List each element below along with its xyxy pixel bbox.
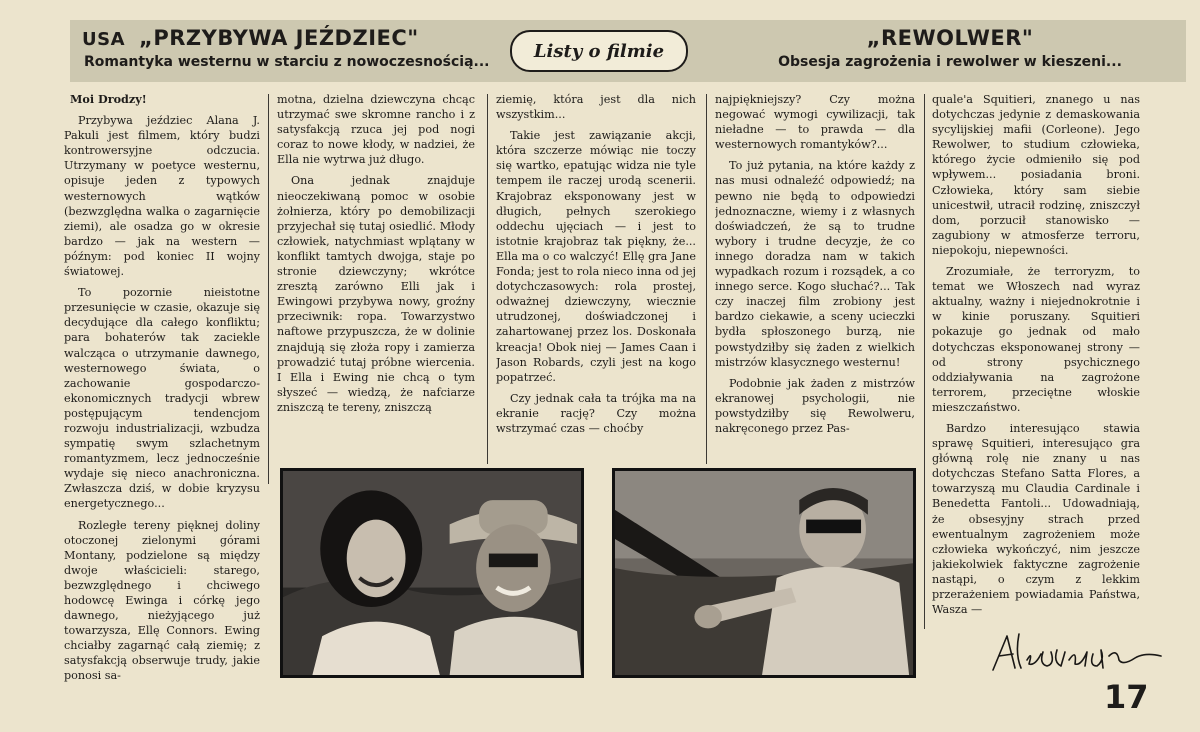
left-heading xyxy=(82,26,490,70)
paragraph: Podobnie jak żaden z mistrzów ekranowej psychologii, nie powstydziłby się Rewolweru, nakręconego przez Pas- xyxy=(715,376,915,435)
paragraph: Czy jednak cała ta trójka ma na ekranie rację? Czy można wstrzymać czas — choćby xyxy=(496,391,696,435)
handwritten-signature-image xyxy=(985,630,1165,676)
signature xyxy=(985,630,1165,676)
text-column-4 xyxy=(715,92,915,462)
text-column-2 xyxy=(277,92,475,462)
paragraph: Ona jednak znajduje nieoczekiwaną pomoc w osobie żołnierza, który po demobilizacji przyjechał się tutaj osiedlić. Młody człowiek, natychmiast wplątany w konflikt tamtych dwojga, staje po stronie dziewczyny; wkrótce zresztą zarówno Elli jak i Ewingowi przybywa nowy, groźny przeciwnik: ropa. Towarzystwo naftowe przypuszcza, że w dolinie znajdują się złoża ropy i zamierza prowadzić tutaj próbne wiercenia. I Ella i Ewing nie chcą o tym słyszeć — wiedzą, że nafciarze zniszczą te tereny, zniszczą xyxy=(277,174,475,414)
left-title: „PRZYBYWA JEŹDZIEC" xyxy=(139,26,419,50)
photo-western-couple xyxy=(280,468,584,678)
paragraph: Takie jest zawiązanie akcji, która szczerze mówiąc nie toczy się wartko, epatując widza nie tyle tempem ile raczej urodą scenerii. Krajobraz eksponowany jest w długich, pełnych szerokiego oddechu ujęciach — i jest to istotnie krajobraz tak piękny, że... Ella ma o co walczyć! Ellę gra Jane Fonda; jest to rola nieco inna od jej dotychczasowych: rola prostej, odważnej dziewczyny, wiecznie utrudzonej, doświadczonej i zahartowanej przez los. Doskonała kreacja! Obok niej — James Caan i Jason Robards, czyli jest na kogo popatrzeć. xyxy=(496,129,696,384)
right-title: „REWOLWER" xyxy=(866,26,1034,50)
paragraph: To pozornie nieistotne przesunięcie w czasie, okazuje się decydujące dla całego konfliktu; para bohaterów tak zaciekle walcząca o utrzymanie dawnego, westernowego świata, o zachowanie gospodarczo-ekonomicznych tradycji wbrew postępującym tendencjom rozwoju industrializacji, wzbudza sympatię swym szlachetnym romantyzmem, lecz jednocześnie wydaje się nieco anachroniczna. Zwłaszcza dziś, w dobie kryzysu energetycznego... xyxy=(64,286,260,511)
photo-western-couple-image xyxy=(283,471,581,675)
country-label: USA xyxy=(82,29,126,50)
paragraph: najpiękniejszy? Czy można negować wymogi cywilizacji, tak nieładne — to prawda — dla westernowych romantyków?... xyxy=(715,93,915,152)
column-divider xyxy=(706,94,707,464)
paragraph: Przybywa jeździec Alana J. Pakuli jest filmem, który budzi kontrowersyjne odczucia. Utrzymany w poetyce westernu, opisuje jeden z typowych westernowych wątków (bezwzględna walka o zagarnięcie ziemi), ale osadza go w okresie bardzo — jak na western — późnym: pod koniec II wojny światowej. xyxy=(64,114,260,279)
paragraph: To już pytania, na które każdy z nas musi odnaleźć odpowiedź; na pewno nie będą to odpowiedzi jednoznaczne, wiemy i z własnych doświadczeń, że są to trudne wybory i trudne decyzje, że co innego doradza nam w takich wypadkach rozum i rozsądek, a co innego serce. Kogo słuchać?... Tak czy inaczej film zrobiony jest bardzo ciekawie, a sceny ucieczki bydła spłoszonego burzą, nie powstydziłby się żaden z wielkich mistrzów klasycznego westernu! xyxy=(715,159,915,369)
paragraph: Rozległe tereny pięknej doliny otoczonej zielonymi górami Montany, podzielone są między dwoje właścicieli: starego, bezwzględnego i chciwego hodowcę Ewinga i córkę jego dawnego, nieżyjącego już towarzysza, Ellę Connors. Ewing chciałby zagarnąć całą ziemię; z satysfakcją obserwuje trudy, jakie ponosi sa- xyxy=(64,518,260,683)
photo-man-with-revolver xyxy=(612,468,916,678)
paragraph: ziemię, która jest dla nich wszystkim... xyxy=(496,93,696,122)
page-number: 17 xyxy=(1104,678,1149,716)
paragraph: Bardzo interesująco stawia sprawę Squitieri, interesująco gra główną rolę nie znany u nas dotychczas Stefano Satta Flores, a towarzyszą mu Claudia Cardinale i Benedetta Fantoli... Udowadniają, że obsesyjny strach przed ewentualnym zagrożeniem może człowieka wykończyć, nim jeszcze jakiekolwiek faktyczne zagrożenie nastąpi, o czym z lekkim przerażeniem powiadamia Państwa, Wasza — xyxy=(932,421,1140,617)
paragraph: quale'a Squitieri, znanego u nas dotychczas jedynie z demaskowania sycylijskiej mafii (Corleone). Jego Rewolwer, to studium człowieka, którego życie odmieniło się pod wpływem... posiadania broni. Człowieka, który sam siebie unicestwił, utracił rodzinę, zniszczył dom, porzucił stanowisko — zagubiony w atmosferze terroru, niepokoju, niepewności. xyxy=(932,93,1140,257)
section-badge xyxy=(510,30,688,72)
column-divider xyxy=(487,94,488,464)
article-header xyxy=(70,20,1186,82)
photo-man-with-revolver-image xyxy=(615,471,913,675)
section-badge-label: Listy o filmie xyxy=(533,40,665,62)
paragraph: motna, dzielna dziewczyna chcąc utrzymać swe skromne rancho i z satysfakcją rzuca jej pod nogi coraz to nowe kłody, w nadziei, że Ella nie wytrwa już długo. xyxy=(277,93,475,167)
text-column-1 xyxy=(64,92,260,714)
right-heading xyxy=(730,26,1170,70)
column-divider xyxy=(268,94,269,484)
column-divider xyxy=(924,94,925,629)
text-column-3 xyxy=(496,92,696,462)
right-subtitle: Obsesja zagrożenia i rewolwer w kieszeni... xyxy=(778,54,1122,70)
text-column-5 xyxy=(932,92,1140,632)
greeting: Moi Drodzy! xyxy=(70,92,147,106)
left-subtitle: Romantyka westernu w starciu z nowoczesnością... xyxy=(84,54,490,70)
paragraph: Zrozumiałe, że terroryzm, to temat we Włoszech nad wyraz aktualny, ważny i niejednokrotnie i w kinie poruszany. Squitieri pokazuje go jednak od mało dotychczas eksponowanej strony — od strony psychicznego oddziaływania na zagrożone terrorem, przeciętne włoskie mieszczaństwo. xyxy=(932,265,1140,414)
